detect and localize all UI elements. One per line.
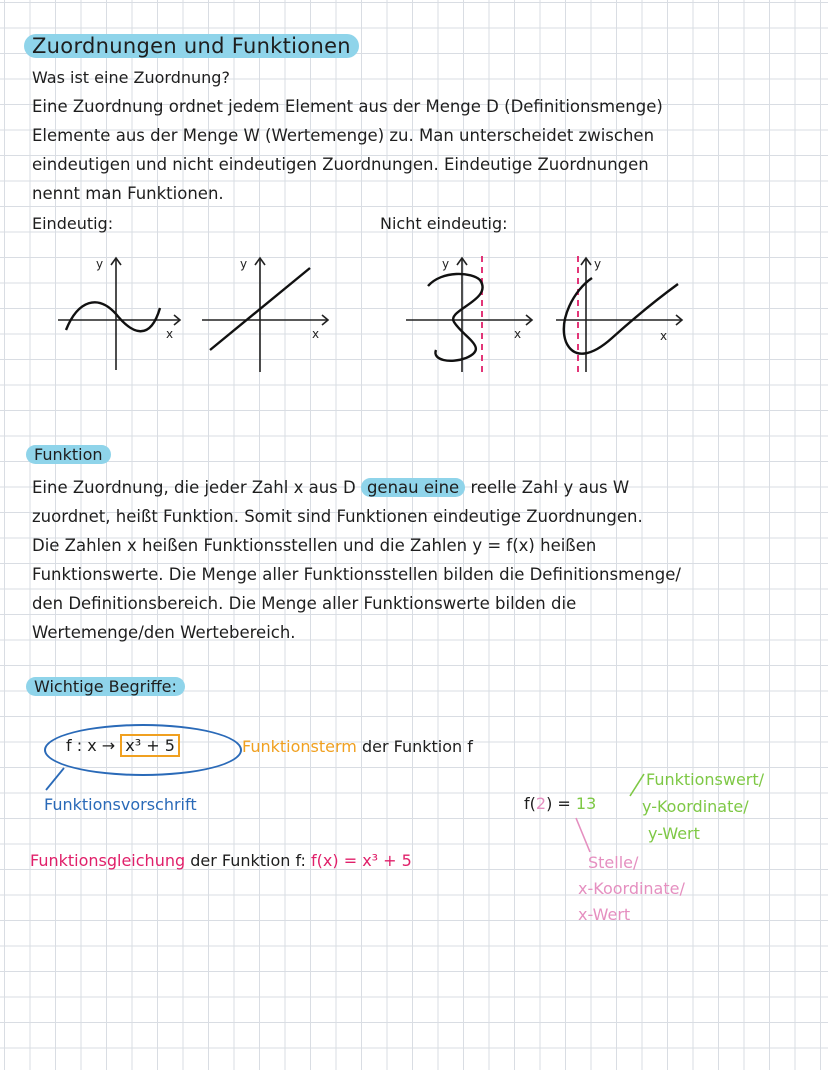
vorschrift-prefix: f : x →	[66, 736, 116, 755]
axis-label-x: x	[660, 329, 668, 343]
funktion-heading	[26, 445, 111, 464]
funktionswert-labels	[642, 766, 764, 847]
genau-eine-highlight: genau eine	[361, 478, 465, 497]
intro-line: eindeutigen und nicht eindeutigen Zuordnungen. Eindeutige Zuordnungen	[32, 155, 649, 174]
funktion-line: zuordnet, heißt Funktion. Somit sind Funktionen eindeutige Zuordnungen.	[32, 507, 643, 526]
intro-paragraph	[32, 92, 663, 208]
graph-eindeutig-linear	[198, 250, 334, 375]
funktion-line1-before: Eine Zuordnung, die jeder Zahl x aus D	[32, 478, 356, 497]
funktionsgleichung-label: Funktionsgleichung	[30, 851, 186, 870]
funktion-line1-after: reelle Zahl y aus W	[470, 478, 630, 497]
begriffe-heading	[26, 677, 185, 696]
funktion-line: Die Zahlen x heißen Funktionsstellen und die Zahlen y = f(x) heißen	[32, 536, 597, 555]
funktion-line: Funktionswerte. Die Menge aller Funktionsstellen bilden die Definitionsmenge/	[32, 565, 681, 584]
graph-eindeutig-cubic	[54, 250, 186, 375]
funktion-line: den Definitionsbereich. Die Menge aller Funktionswerte bilden die	[32, 594, 577, 613]
axis-label-y: y	[240, 257, 248, 271]
example-close-eq: ) =	[546, 794, 571, 813]
axis-label-y: y	[442, 257, 450, 271]
begriffe-heading-text: Wichtige Begriffe:	[26, 677, 185, 696]
eindeutig-label: Eindeutig:	[32, 214, 114, 233]
stelle-line: x-Koordinate/	[578, 879, 685, 898]
example-f-open: f(	[524, 794, 536, 813]
intro-line: nennt man Funktionen.	[32, 184, 224, 203]
example-expression	[524, 794, 596, 813]
axis-label-x: x	[166, 327, 174, 341]
funktionsterm-description	[242, 737, 473, 756]
axis-label-y: y	[594, 257, 602, 271]
funktion-line: Wertemenge/den Wertebereich.	[32, 623, 296, 642]
funktionsvorschrift-expression	[66, 736, 180, 755]
graph-nicht-eindeutig-s-curve	[402, 250, 538, 375]
stelle-line: Stelle/	[588, 853, 639, 872]
stelle-line: x-Wert	[578, 905, 631, 924]
axis-label-y: y	[96, 257, 104, 271]
axis-label-x: x	[312, 327, 320, 341]
example-value: 13	[575, 794, 597, 813]
intro-line: Eine Zuordnung ordnet jedem Element aus der Menge D (Definitionsmenge)	[32, 97, 663, 116]
funktionsgleichung-line	[30, 851, 412, 870]
intro-line: Elemente aus der Menge W (Wertemenge) zu. Man unterscheidet zwischen	[32, 126, 655, 145]
funktionswert-line: y-Koordinate/	[642, 797, 749, 816]
example-arg: 2	[535, 794, 547, 813]
funktionsterm-label: Funktionsterm	[242, 737, 357, 756]
funktionsgleichung-formula: f(x) = x³ + 5	[311, 851, 412, 870]
funktionswert-line: Funktionswert/	[646, 770, 765, 789]
page-title-text: Zuordnungen und Funktionen	[24, 34, 359, 58]
funktion-paragraph	[32, 473, 681, 647]
stelle-labels	[578, 850, 685, 928]
question: Was ist eine Zuordnung?	[32, 68, 230, 87]
funktionsgleichung-mid: der Funktion f:	[190, 851, 306, 870]
page-title	[24, 34, 359, 58]
funktionsvorschrift-label: Funktionsvorschrift	[44, 795, 197, 814]
nicht-eindeutig-label: Nicht eindeutig:	[380, 214, 508, 233]
funktionsterm-box: x³ + 5	[120, 734, 180, 757]
graph-nicht-eindeutig-curve	[552, 250, 688, 375]
funktion-line-first	[32, 473, 681, 502]
funktionswert-line: y-Wert	[648, 824, 700, 843]
funktionsterm-suffix: der Funktion f	[361, 737, 473, 756]
axis-label-x: x	[514, 327, 522, 341]
vorschrift-pointer	[40, 766, 70, 794]
funktion-heading-text: Funktion	[26, 445, 111, 464]
